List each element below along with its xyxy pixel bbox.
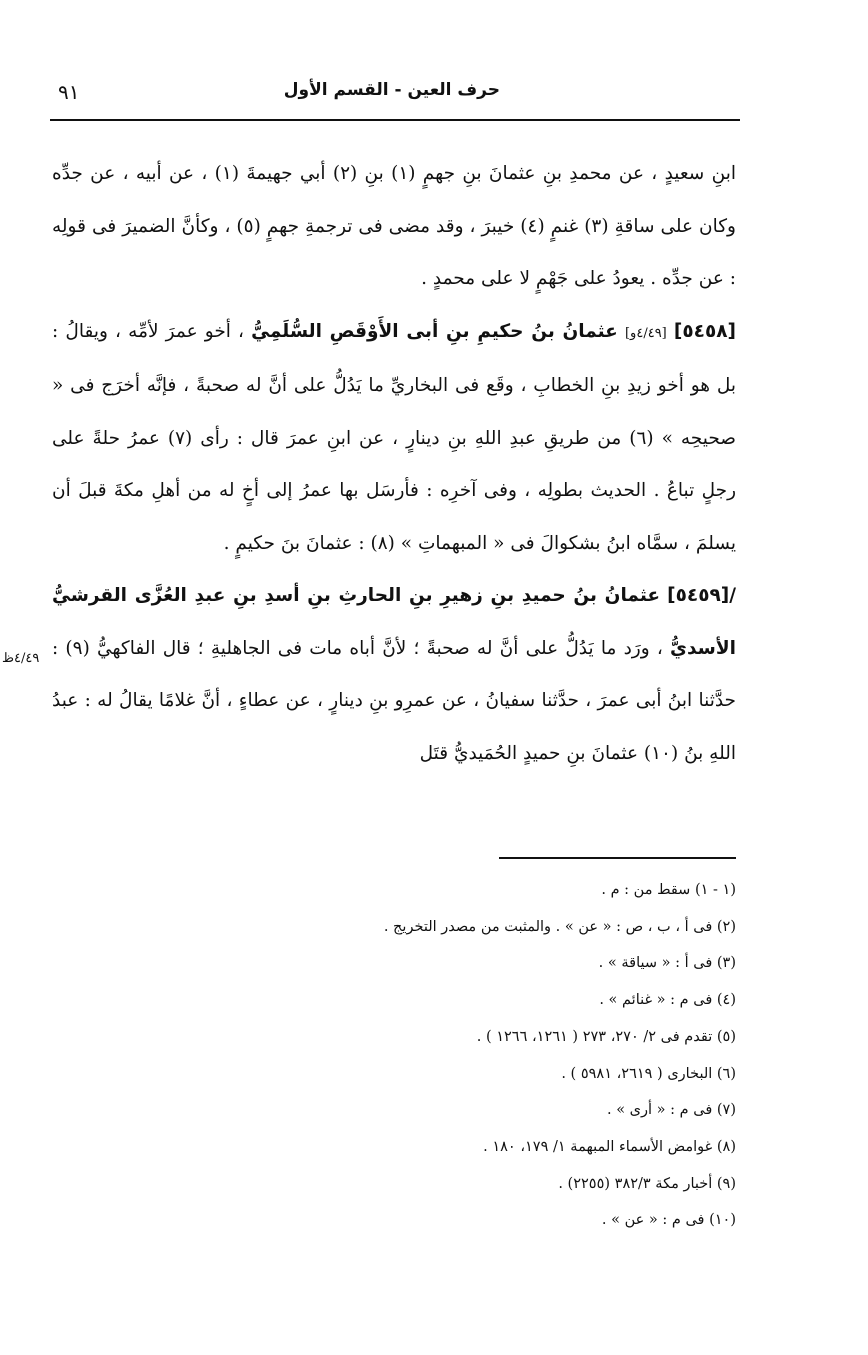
footnote: (٩) أخبار مكة ٣٨٢/٣ (٢٢٥٥) .: [558, 1175, 736, 1192]
running-title: حرف العين - القسم الأول: [283, 80, 500, 100]
footnote: (٥) تقدم فى ٢/ ٢٧٠، ٢٧٣ ( ١٢٦١، ١٢٦٦ ) .: [476, 1028, 736, 1045]
entry-name: عثمانُ بنُ حكيمِ بنِ أبى الأَوْقَصِ السُّلَمِيُّ: [251, 320, 618, 342]
entry-text: ، أخو عمرَ لأمِّه ، ويقالُ : بل هو أخو زيدِ بنِ الخطابِ ، وقَع فى البخاريِّ ما يَدُلُّ على أنَّ له صحبةً ، فإنَّه أخرَج فى « صحيحِه » (٦) من طريقِ عبدِ اللهِ بنِ دينارٍ ، عن ابنِ عمرَ قال : رأى (٧) عمرُ حلةً على رجلٍ تباعُ . الحديث بطولِه ، وفى آخرِه : فأرسَل بها عمرُ إلى أخٍ له من أهلِ مكةَ قبلَ أن يسلمَ ، سمَّاه ابنُ بشكوالَ فى « المبهماتِ » (٨) : عثمانَ بنَ حكيمٍ .: [52, 320, 736, 554]
entry-number: [٥٤٥٨]: [673, 320, 737, 342]
entry-number: /[٥٤٥٩]: [667, 585, 736, 606]
entry-5458: [52, 306, 736, 571]
entry-text: ، ورَد ما يَدُلُّ على أنَّ له صحبةً ؛ لأنَّ أباه مات فى الجاهليةِ ؛ قال الفاكهيُّ (٩) : حدَّثنا ابنُ أبى عمرَ ، حدَّثنا سفيانُ ، عن عمرِو بنِ دينارٍ ، عن عطاءٍ ، أنَّ غلامًا يقالُ له : عبدُ اللهِ بنُ (١٠) عثمانَ بنِ حميدٍ الحُمَيديُّ قتَل: [52, 637, 736, 764]
entry-name: عثمانُ بنُ حميدِ بنِ زهيرِ بنِ الحارثِ بنِ أسدِ بنِ عبدِ العُزَّى القرشيُّ الأسديُّ: [52, 585, 736, 659]
paragraph-text: ابنِ سعيدٍ ، عن محمدِ بنِ عثمانَ بنِ جهمٍ (١) بنِ (٢) أبي جهيمةَ (١) ، عن أبيه ، عن جدِّه وكان على ساقةِ (٣) غنمٍ (٤) خيبرَ ، وقد مضى فى ترجمةِ جهمٍ (٥) ، وكأنَّ الضميرَ فى قولِه : عن جدِّه . يعودُ على جَهْمٍ لا على محمدٍ .: [52, 163, 736, 289]
paragraph-continuation: [52, 148, 736, 306]
manuscript-reference: [٤/٤٩و]: [624, 325, 667, 341]
footnotes: [52, 872, 736, 1239]
margin-reference: ٤/٤٩ظ: [2, 651, 40, 666]
header-rule: [50, 119, 740, 121]
footnote: (١ - ١) سقط من : م .: [601, 882, 736, 898]
footnote: (٢) فى أ ، ب ، ص : « عن » . والمثبت من مصدر التخريج .: [383, 918, 736, 935]
footnote-rule: [499, 857, 736, 859]
footnote: (٤) فى م : « غنائم » .: [599, 992, 736, 1009]
footnote: (٧) فى م : « أرى » .: [606, 1102, 736, 1119]
footnote: (١٠) فى م : « عن » .: [601, 1212, 736, 1229]
footnote: (٣) فى أ : « سياقة » .: [598, 955, 736, 972]
entry-5459: [52, 570, 736, 780]
footnote: (٨) غوامض الأسماء المبهمة ١/ ١٧٩، ١٨٠ .: [483, 1138, 736, 1155]
page-number: ٩١: [58, 80, 80, 104]
footnote: (٦) البخارى ( ٢٦١٩، ٥٩٨١ ) .: [561, 1065, 736, 1082]
main-text: [52, 148, 736, 780]
running-head: [50, 80, 740, 110]
